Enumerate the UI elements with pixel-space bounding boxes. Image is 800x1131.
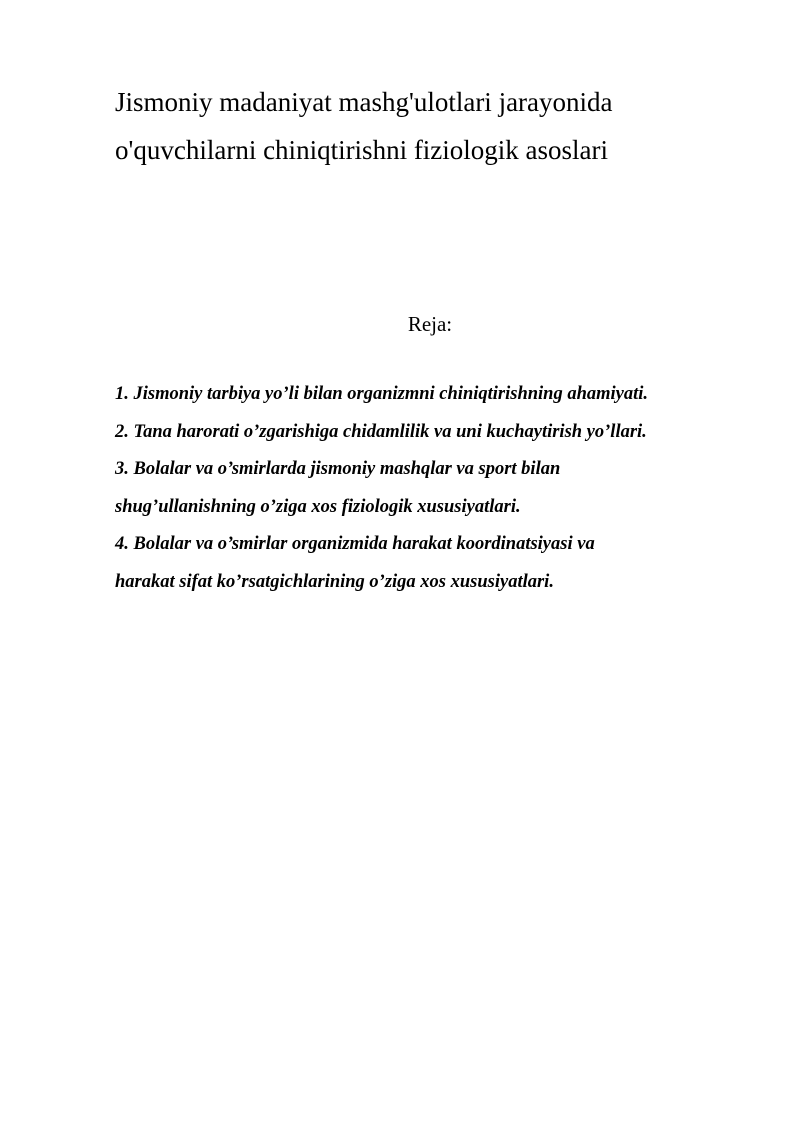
plan-item-2: 2. Tana harorati o’zgarishiga chidamlilik va uni kuchaytirish yo’llari.	[115, 421, 647, 442]
title-line-2: o'quvchilarni chiniqtirishni fiziologik asoslari	[115, 135, 609, 165]
plan-item-4-line-1: 4. Bolalar va o’smirlar organizmida harakat koordinatsiyasi va	[115, 534, 595, 554]
plan-item-4-line-2: harakat sifat ko’rsatgichlarining o’ziga xos xususiyatlari.	[115, 571, 554, 592]
plan-item-3-line-2: shug’ullanishning o’ziga xos fiziologik xususiyatlari.	[115, 496, 521, 517]
plan-item-1: 1. Jismoniy tarbiya yo’li bilan organizmni chiniqtirishning ahamiyati.	[115, 384, 649, 404]
title-line-1: Jismoniy madaniyat mashg'ulotlari jarayonida	[115, 87, 613, 117]
plan-item-3-line-1: 3. Bolalar va o’smirlarda jismoniy mashqlar va sport bilan	[115, 459, 561, 479]
document-title	[115, 78, 755, 174]
plan-list	[115, 376, 775, 601]
plan-heading: Reja:	[407, 312, 453, 336]
